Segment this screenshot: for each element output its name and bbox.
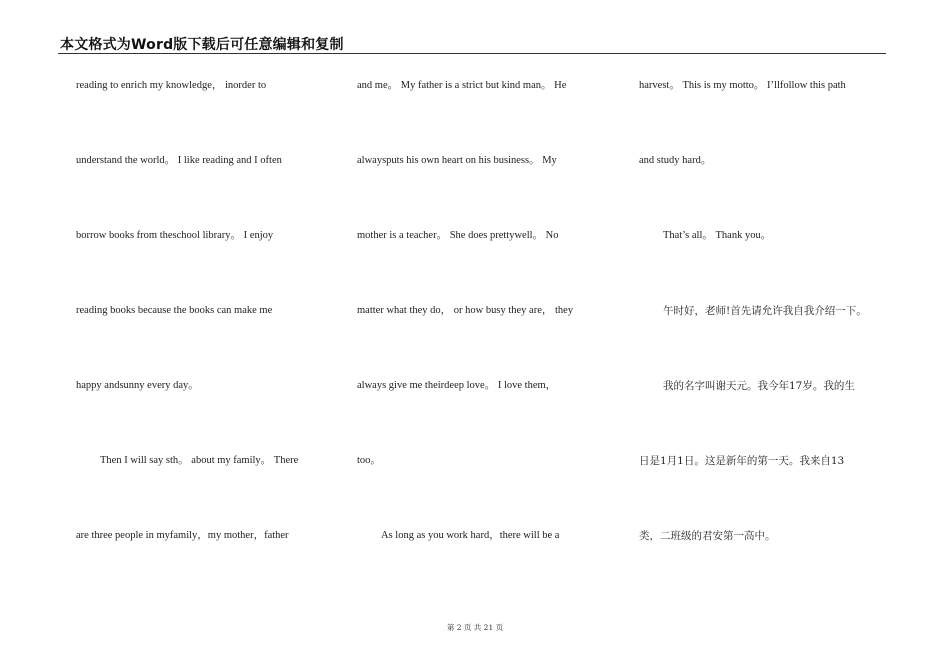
text-line: alwaysputs his own heart on his business。 My	[357, 155, 557, 166]
text-line: borrow books from theschool library。 I enjoy	[76, 230, 274, 241]
text-line: are three people in myfamily，my mother，father	[76, 530, 289, 541]
text-line: happy andsunny every day。	[76, 380, 199, 391]
page-number-footer: 第 2 页 共 21 页	[446, 623, 504, 632]
text-line-paragraph-start: As long as you work hard，there will be a	[381, 530, 560, 541]
text-line: understand the world。 I like reading and I often	[76, 155, 282, 166]
text-line: always give me theirdeep love。 I love them，	[357, 380, 557, 391]
text-line: and me。 My father is a strict but kind man。 He	[357, 80, 567, 91]
text-line: 日是1月1日。这是新年的第一天。我来自13	[639, 455, 845, 467]
text-line: reading books because the books can make me	[76, 305, 273, 316]
text-line: matter what they do， or how busy they are， they	[357, 305, 574, 316]
text-line-paragraph-start: That’s all。 Thank you。	[663, 230, 772, 241]
text-column-2	[357, 79, 617, 604]
text-column-3	[639, 79, 899, 604]
document-header-title: 本文格式为Word版下载后可任意编辑和复制	[60, 37, 344, 53]
text-line: reading to enrich my knowledge， inorder to	[76, 80, 267, 91]
text-line: and study hard。	[639, 155, 712, 166]
text-line-paragraph-start: 午时好，老师!首先请允许我自我介绍一下。	[663, 305, 867, 317]
text-line: 类，二班级的君安第一高中。	[639, 530, 776, 542]
text-line: mother is a teacher。 She does prettywell。 No	[357, 230, 559, 241]
text-line-paragraph-start: 我的名字叫谢天元。我今年17岁。我的生	[663, 380, 855, 392]
text-column-1	[76, 79, 336, 604]
text-line: harvest。 This is my motto。 I’llfollow this path	[639, 80, 846, 91]
text-line-paragraph-start: Then I will say sth。 about my family。 There	[100, 455, 299, 466]
text-line: too。	[357, 455, 381, 466]
header-divider	[58, 53, 886, 54]
